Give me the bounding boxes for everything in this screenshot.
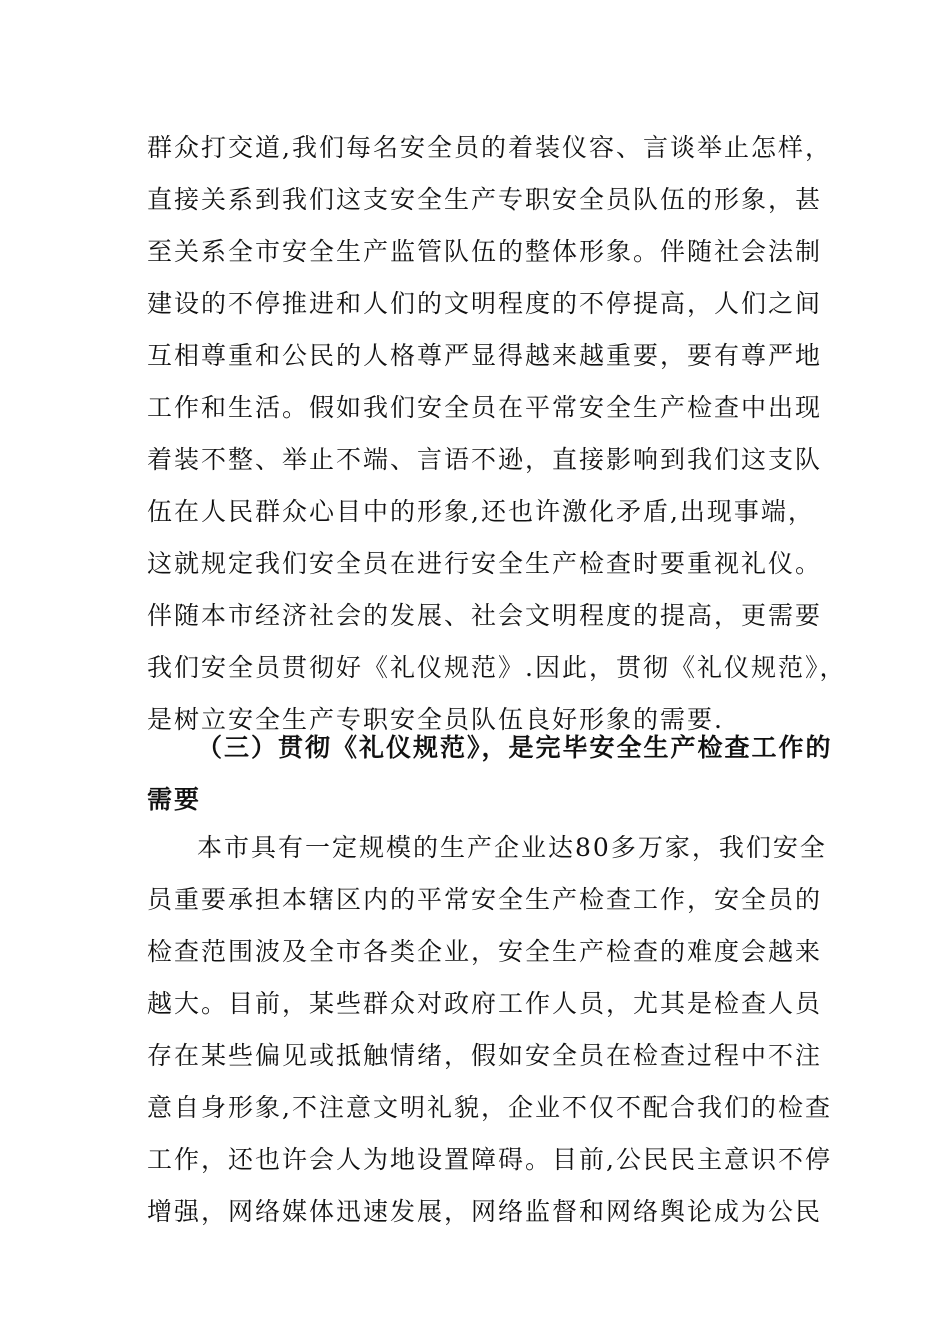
paragraph-line: 直接关系到我们这支安全生产专职安全员队伍的形象，甚 bbox=[147, 185, 823, 214]
paragraph-line: 着装不整、举止不端、言语不逊，直接影响到我们这支队 bbox=[147, 445, 823, 474]
paragraph-line: 群众打交道,我们每名安全员的着装仪容、言谈举止怎样， bbox=[147, 133, 832, 162]
paragraph-line: 伴随本市经济社会的发展、社会文明程度的提高，更需要 bbox=[147, 601, 823, 630]
heading-line: 需要 bbox=[147, 785, 202, 814]
paragraph-1 bbox=[147, 122, 847, 746]
paragraph-line: 意自身形象,不注意文明礼貌，企业不仅不配合我们的检查 bbox=[147, 1093, 832, 1122]
section-heading bbox=[147, 722, 833, 826]
paragraph-line: 越大。目前，某些群众对政府工作人员，尤其是检查人员 bbox=[147, 989, 823, 1018]
heading-line: （三）贯彻《礼仪规范》，是完毕安全生产检查工作的 bbox=[197, 733, 833, 762]
paragraph-line: 增强，网络媒体迅速发展，网络监督和网络舆论成为公民 bbox=[147, 1197, 823, 1226]
paragraph-line: 检查范围波及全市各类企业，安全生产检查的难度会越来 bbox=[147, 937, 823, 966]
paragraph-line: 是树立安全生产专职安全员队伍良好形象的需要. bbox=[147, 705, 724, 734]
paragraph-line: 伍在人民群众心目中的形象,还也许激化矛盾,出现事端， bbox=[147, 497, 815, 526]
paragraph-line: 至关系全市安全生产监管队伍的整体形象。伴随社会法制 bbox=[147, 237, 823, 266]
paragraph-line: 本市具有一定规模的生产企业达80多万家，我们安全 bbox=[197, 833, 827, 862]
paragraph-2 bbox=[147, 822, 832, 1238]
paragraph-line: 建设的不停推进和人们的文明程度的不停提高，人们之间 bbox=[147, 289, 823, 318]
paragraph-line: 工作和生活。假如我们安全员在平常安全生产检查中出现 bbox=[147, 393, 823, 422]
paragraph-line: 我们安全员贯彻好《礼仪规范》.因此，贯彻《礼仪规范》， bbox=[147, 653, 847, 682]
paragraph-line: 存在某些偏见或抵触情绪，假如安全员在检查过程中不注 bbox=[147, 1041, 823, 1070]
paragraph-line: 工作，还也许会人为地设置障碍。目前,公民民主意识不停 bbox=[147, 1145, 832, 1174]
paragraph-line: 员重要承担本辖区内的平常安全生产检查工作，安全员的 bbox=[147, 885, 823, 914]
paragraph-line: 互相尊重和公民的人格尊严显得越来越重要，要有尊严地 bbox=[147, 341, 823, 370]
paragraph-line: 这就规定我们安全员在进行安全生产检查时要重视礼仪。 bbox=[147, 549, 823, 578]
